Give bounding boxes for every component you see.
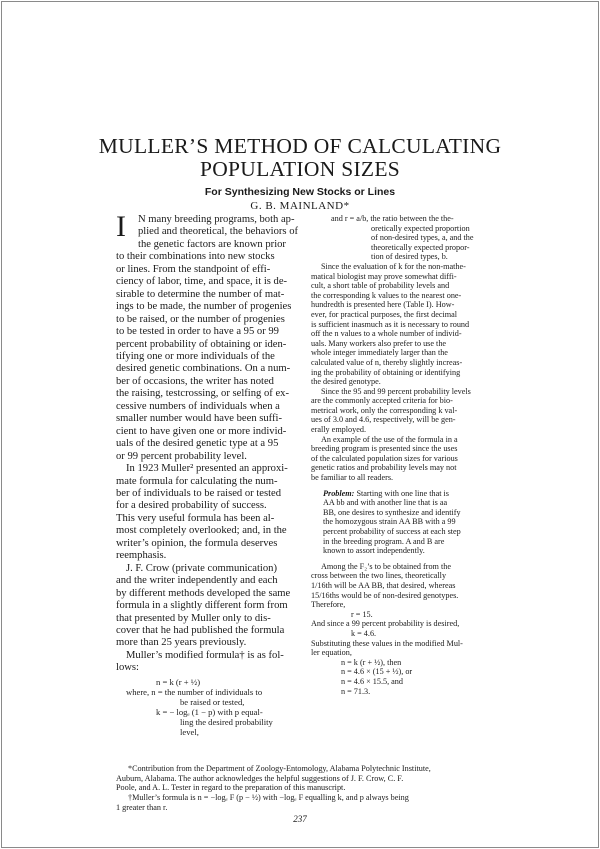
body-line: ues of 3.0 and 4.6, respectively, will be gen- — [311, 415, 456, 425]
body-line: Since the evaluation of k for the non-mathe- — [321, 261, 466, 271]
body-line: cover that he had published the formula — [116, 624, 285, 636]
body-line: the corresponding k values to the nearest one- — [311, 290, 462, 300]
body-line: And since a 99 percent probability is desired, — [311, 619, 460, 629]
body-line: for a desired probability of success. — [116, 500, 267, 512]
body-line: to their combinations into new stocks — [116, 251, 275, 263]
body-line: and the writer independently and each — [116, 575, 278, 587]
body-line: ber of occasions, the writer has noted — [116, 375, 274, 387]
footnote-line: 1 greater than r. — [116, 802, 168, 812]
body-line: off the n values to a whole number of individ- — [311, 329, 462, 339]
body-line: or 99 percent probability level. — [116, 450, 247, 462]
article-subtitle: For Synthesizing New Stocks or Lines — [204, 186, 396, 198]
equation-line: k = 4.6. — [351, 628, 377, 638]
body-line: uals. Many workers also prefer to use the — [311, 338, 447, 348]
page-number: 237 — [293, 814, 307, 824]
footnotes — [116, 764, 501, 813]
author-byline: G. B. MAINLAND* — [250, 200, 350, 212]
formula-line: be raised or tested, — [180, 696, 245, 707]
formula-line: k = − logₑ (1 − p) with p equal- — [156, 706, 263, 717]
problem-line: percent probability of success at each step — [323, 527, 461, 536]
formula-line: n = k (r + ½) — [156, 676, 201, 687]
body-line: ciency of labor, time, and space, it is de- — [116, 276, 288, 288]
body-line: formula in a slightly different form from — [116, 600, 288, 612]
body-line: erally employed. — [311, 425, 367, 435]
body-line: ber of individuals to be raised or tested — [116, 487, 282, 499]
title-line-1: MULLER’S METHOD OF CALCULATING — [98, 134, 502, 158]
formula-line: level, — [180, 726, 199, 737]
body-line: This very useful formula has been al- — [116, 512, 275, 524]
body-line: ing the probability of obtaining or identifying — [311, 367, 461, 377]
body-line: desired genetic combinations. On a num- — [116, 363, 291, 375]
body-line: of the calculated population sizes for various — [311, 453, 458, 463]
problem-line: in the breeding program. A and B are — [323, 536, 445, 546]
body-line: cient to have given one or more individ- — [116, 425, 287, 437]
body-line: smaller number would have been suffi- — [116, 413, 283, 425]
problem-line — [323, 489, 501, 499]
footnote-line: Auburn, Alabama. The author acknowledges the helpful suggestions of J. F. Crow, C. F. — [116, 773, 404, 783]
problem-block — [311, 489, 501, 556]
solution-block — [311, 562, 501, 696]
body-line: tion of desired types, b. — [371, 252, 448, 262]
problem-text: Starting with one line that is — [356, 488, 449, 498]
body-line: of non-desired types, a, and the — [371, 233, 474, 243]
problem-line: known to assort independently. — [323, 546, 425, 556]
body-line: and r = a/b, the ratio between the the- — [331, 214, 454, 223]
body-line: Since the 95 and 99 percent probability levels — [321, 386, 471, 396]
body-line: breeding program is presented since the uses — [311, 444, 458, 454]
body-line: percent probability of obtaining or iden- — [116, 338, 287, 350]
body-line: oretically expected proportion — [371, 223, 470, 233]
footnote-line: Poole, and A. L. Tester in regard to the preparation of this manuscript. — [116, 783, 346, 793]
body-line: 15/16ths would be of non-desired genotypes. — [311, 590, 459, 600]
body-line: is sufficient inasmuch as it is necessary to round — [311, 319, 470, 329]
body-line: writer’s opinion, the formula deserves — [116, 537, 278, 549]
body-line: uals of the desired genetic type at a 95 — [116, 438, 279, 450]
body-line: sirable to determine the number of mat- — [116, 288, 285, 300]
body-line: calculated value of n, thereby slightly increas- — [311, 357, 463, 367]
body-line: be familiar to all readers. — [311, 473, 394, 483]
body-line: An example of the use of the formula in a — [321, 434, 458, 444]
formula-block — [116, 677, 316, 737]
body-line: to be raised, or the number of progenies — [116, 313, 285, 325]
problem-line: BB, one desires to synthesize and identify — [323, 507, 461, 517]
body-line: or lines. From the standpoint of effi- — [116, 263, 271, 275]
problem-line: AA bb and with another line that is aa — [323, 498, 448, 508]
body-line: theoretically expected propor- — [371, 242, 470, 252]
body-line: cessive numbers of individuals when a — [116, 400, 280, 412]
footnote-line: †Muller’s formula is n = −logₑ F (p − ½) with −logₑ F equalling k, and p always being — [128, 793, 409, 803]
body-line: cross between the two lines, theoretically — [311, 571, 447, 581]
body-line: Substituting these values in the modified Mul- — [311, 638, 463, 648]
body-line: the desired genotype. — [311, 377, 381, 387]
body-line: J. F. Crow (private communication) — [126, 562, 277, 574]
body-line: ever, for practical purposes, the first decimal — [311, 309, 458, 319]
body-line: matical biologist may prove somewhat diffi- — [311, 271, 457, 281]
footnote-line: *Contribution from the Department of Zoology-Entomology, Alabama Polytechnic Institute, — [128, 764, 431, 773]
body-line: reemphasis. — [116, 550, 167, 562]
problem-line: the homozygous strain AA BB with a 99 — [323, 517, 456, 527]
formula-line: where, n = the number of individuals to — [126, 686, 263, 697]
body-line: ings to be made, the number of progenies — [116, 301, 292, 313]
body-line: lows: — [116, 662, 139, 674]
body-line: more than 25 years previously. — [116, 637, 247, 649]
body-line: are the commonly accepted criteria for bio- — [311, 396, 453, 406]
equation-line: n = 4.6 × (15 + ½), or — [341, 667, 413, 677]
equation-line: n = 4.6 × 15.5, and — [341, 676, 403, 686]
body-line: most completely overlooked; and, in the — [116, 525, 287, 537]
body-line: that presented by Muller only to dis- — [116, 612, 271, 624]
title-line-2: POPULATION SIZES — [199, 157, 401, 181]
body-line: the raising, testcrossing, or selfing of ex- — [116, 388, 289, 400]
body-line: Muller’s modified formula† is as fol- — [126, 649, 284, 661]
body-line: In 1923 Muller² presented an approxi- — [126, 463, 288, 475]
body-line: by different methods developed the same — [116, 587, 291, 599]
equation-line: r = 15. — [351, 609, 373, 619]
body-line: mate formula for calculating the num- — [116, 475, 278, 487]
body-line: Therefore, — [311, 600, 346, 610]
body-line: cult, a short table of probability levels and — [311, 281, 450, 291]
article-title — [0, 135, 600, 181]
body-line: metrical work, only the corresponding k val- — [311, 405, 458, 415]
equation-line: n = k (r + ½), then — [341, 657, 402, 667]
body-line: genetic ratios and probability levels may not — [311, 463, 457, 473]
body-line: to be tested in order to have a 95 or 99 — [116, 326, 279, 338]
body-line: hundredth is presented here (Table I). How- — [311, 300, 455, 310]
formula-line: ling the desired probability — [180, 716, 273, 727]
drop-cap: I — [116, 210, 126, 243]
body-line: tifying one or more individuals of the — [116, 350, 275, 362]
right-column — [311, 214, 501, 696]
equation-line: n = 71.3. — [341, 686, 371, 696]
body-line: Among the F₂’s to be obtained from the — [321, 561, 451, 571]
body-line: plied and theoretical, the behaviors of — [138, 226, 299, 238]
body-line: N many breeding programs, both ap- — [138, 214, 295, 225]
body-line: 1/16th will be AA BB, that desired, whereas — [311, 580, 456, 590]
body-line: whole integer immediately larger than the — [311, 348, 448, 358]
left-column — [116, 210, 316, 737]
body-line: the genetic factors are known prior — [138, 238, 286, 250]
problem-label: Problem: — [323, 488, 355, 498]
body-line: ler equation, — [311, 648, 352, 658]
